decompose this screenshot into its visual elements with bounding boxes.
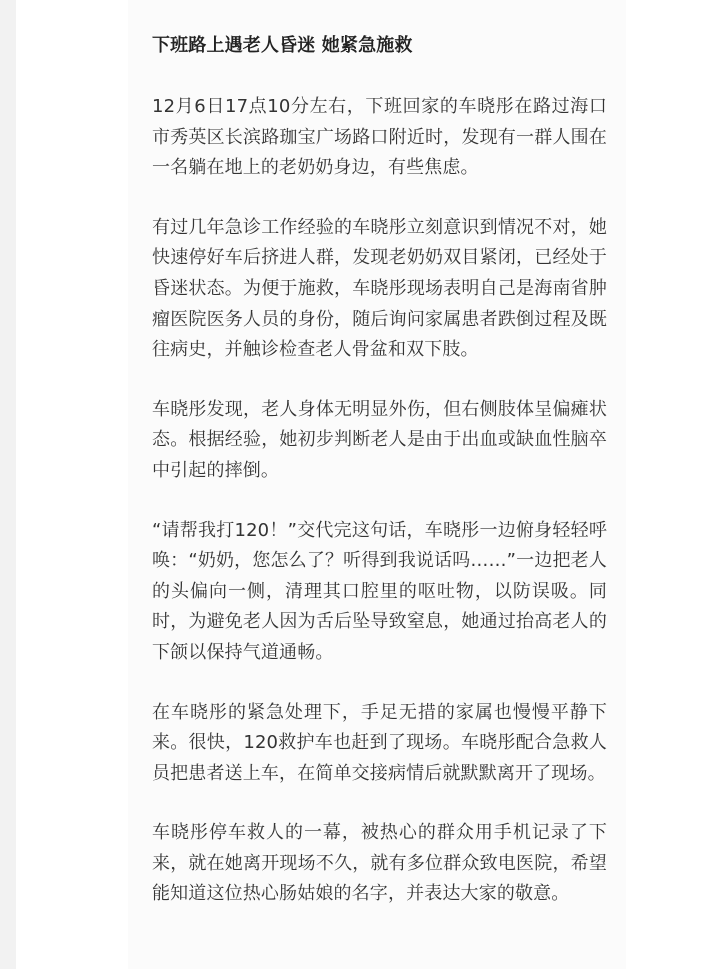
article-paragraph: “请帮我打120！”交代完这句话，车晓彤一边俯身轻轻呼唤：“奶奶，您怎么了？听得到我说话吗……”一边把老人的头偏向一侧，清理其口腔里的呕吐物，以防误吸。同时，为避免老人因为舌后坠导致窒息，她通过抬高老人的下颌以保持气道通畅。 bbox=[152, 519, 607, 663]
article-paragraph: 在车晓彤的紧急处理下，手足无措的家属也慢慢平静下来。很快，120救护车也赶到了现场。车晓彤配合急救人员把患者送上车，在简单交接病情后就默默离开了现场。 bbox=[152, 701, 607, 784]
article-body bbox=[152, 31, 607, 939]
left-gutter bbox=[0, 0, 16, 969]
article-title: 下班路上遇老人昏迷 她紧急施救 bbox=[152, 35, 413, 56]
article-paragraph: 有过几年急诊工作经验的车晓彤立刻意识到情况不对，她快速停好车后挤进人群，发现老奶奶双目紧闭，已经处于昏迷状态。为便于施救，车晓彤现场表明自己是海南省肿瘤医院医务人员的身份，随后询问家属患者跌倒过程及既往病史，并触诊检查老人骨盆和双下肢。 bbox=[152, 216, 607, 361]
article-paragraph: 车晓彤发现，老人身体无明显外伤，但右侧肢体呈偏瘫状态。根据经验，她初步判断老人是由于出血或缺血性脑卒中引起的摔倒。 bbox=[152, 398, 607, 481]
article-paragraph: 车晓彤停车救人的一幕，被热心的群众用手机记录了下来，就在她离开现场不久，就有多位群众致电医院，希望能知道这位热心肠姑娘的名字，并表达大家的敬意。 bbox=[152, 822, 607, 905]
article-paragraph: 12月6日17点10分左右，下班回家的车晓彤在路过海口市秀英区长滨路珈宝广场路口附近时，发现有一群人围在一名躺在地上的老奶奶身边，有些焦虑。 bbox=[152, 96, 607, 179]
